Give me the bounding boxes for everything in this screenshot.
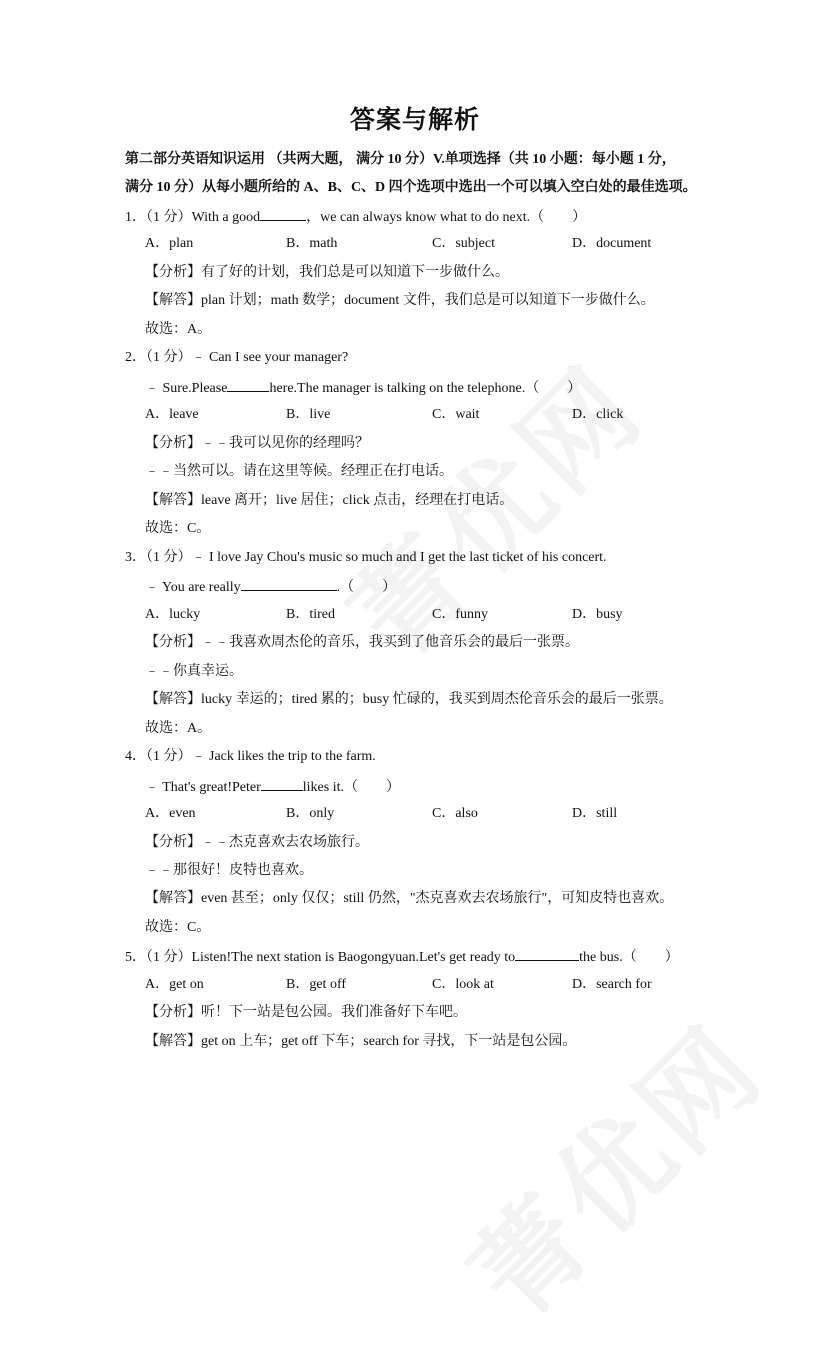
option-a: A．leave (145, 407, 199, 422)
question-4-analysis: 【分析】﹣﹣杰克喜欢去农场旅行。 (145, 835, 369, 850)
question-1-answer-explanation: 【解答】plan 计划；math 数学；document 文件，我们总是可以知道下一步做什么。 (145, 293, 655, 308)
question-3-analysis-reply: ﹣﹣你真幸运。 (145, 664, 243, 679)
question-2-answer-explanation: 【解答】leave 离开；live 居住；click 点击，经理在打电话。 (145, 493, 514, 508)
option-c: C．subject (432, 236, 495, 251)
section-header-line1: 第二部分英语知识运用 （共两大题， 满分 10 分）V.单项选择（共 10 小题：每小题 1 分， (125, 152, 676, 167)
answer-blank (260, 206, 306, 221)
question-4-stem: 4．（1 分）﹣ Jack likes the trip to the farm. (125, 749, 376, 764)
option-d: D．search for (572, 977, 652, 992)
question-5-answer-explanation: 【解答】get on 上车；get off 下车；search for 寻找，下一站是包公园。 (145, 1034, 577, 1049)
option-c: C．wait (432, 407, 480, 422)
option-a: A．plan (145, 236, 194, 251)
question-3-analysis: 【分析】﹣﹣我喜欢周杰伦的音乐，我买到了他音乐会的最后一张票。 (145, 635, 579, 650)
question-2-stem-reply: ﹣ Sure.Please here.The manager is talking on the telephone.（ ） (145, 377, 830, 399)
question-1-stem: 1．（1 分）With a good ，we can always know what to do next.（ ） (125, 206, 830, 228)
question-1-choice: 故选：A。 (145, 322, 212, 337)
option-c: C．look at (432, 977, 494, 992)
option-b: B．tired (286, 607, 335, 622)
answer-blank (261, 776, 303, 791)
option-b: B．math (286, 236, 338, 251)
option-b: B．live (286, 407, 331, 422)
question-3-choice: 故选：A。 (145, 721, 212, 736)
page-title: 答案与解析 (349, 105, 480, 134)
question-5-stem: 5．（1 分）Listen!The next station is Baogongyuan.Let's get ready to the bus.（ ） (125, 946, 830, 968)
question-2-stem: 2．（1 分）﹣ Can I see your manager? (125, 350, 349, 365)
option-c: C．also (432, 806, 478, 821)
section-header-line2: 满分 10 分）从每小题所给的 A、B、C、D 四个选项中选出一个可以填入空白处的最佳选项。 (125, 180, 697, 195)
option-c: C．funny (432, 607, 488, 622)
option-a: A．lucky (145, 607, 201, 622)
question-1-analysis: 【分析】有了好的计划，我们总是可以知道下一步做什么。 (145, 265, 509, 280)
question-3-answer-explanation: 【解答】lucky 幸运的；tired 累的；busy 忙碌的，我买到周杰伦音乐会的最后一张票。 (145, 692, 673, 707)
option-b: B．only (286, 806, 335, 821)
option-b: B．get off (286, 977, 347, 992)
question-2-analysis-reply: ﹣﹣当然可以。请在这里等候。经理正在打电话。 (145, 464, 453, 479)
question-2-choice: 故选：C。 (145, 521, 211, 536)
question-4-answer-explanation: 【解答】even 甚至；only 仅仅；still 仍然，"杰克喜欢去农场旅行"，可知皮特也喜欢。 (145, 891, 674, 906)
option-d: D．document (572, 236, 652, 251)
option-d: D．still (572, 806, 618, 821)
question-2-analysis: 【分析】﹣﹣我可以见你的经理吗？ (145, 436, 369, 451)
answer-blank (515, 946, 579, 961)
question-4-choice: 故选：C。 (145, 920, 211, 935)
question-3-stem: 3．（1 分）﹣ I love Jay Chou's music so much and I get the last ticket of his concert. (125, 550, 607, 565)
question-5-analysis: 【分析】听！下一站是包公园。我们准备好下车吧。 (145, 1005, 467, 1020)
question-4-stem-reply: ﹣ That's great!Peter likes it.（ ） (145, 776, 830, 798)
option-a: A．even (145, 806, 196, 821)
answer-blank (227, 377, 269, 392)
option-d: D．click (572, 407, 624, 422)
option-a: A．get on (145, 977, 204, 992)
question-3-stem-reply: ﹣ You are really .（ ） (145, 576, 830, 598)
option-d: D．busy (572, 607, 623, 622)
question-4-analysis-reply: ﹣﹣那很好！皮特也喜欢。 (145, 863, 313, 878)
answer-blank (241, 576, 337, 591)
